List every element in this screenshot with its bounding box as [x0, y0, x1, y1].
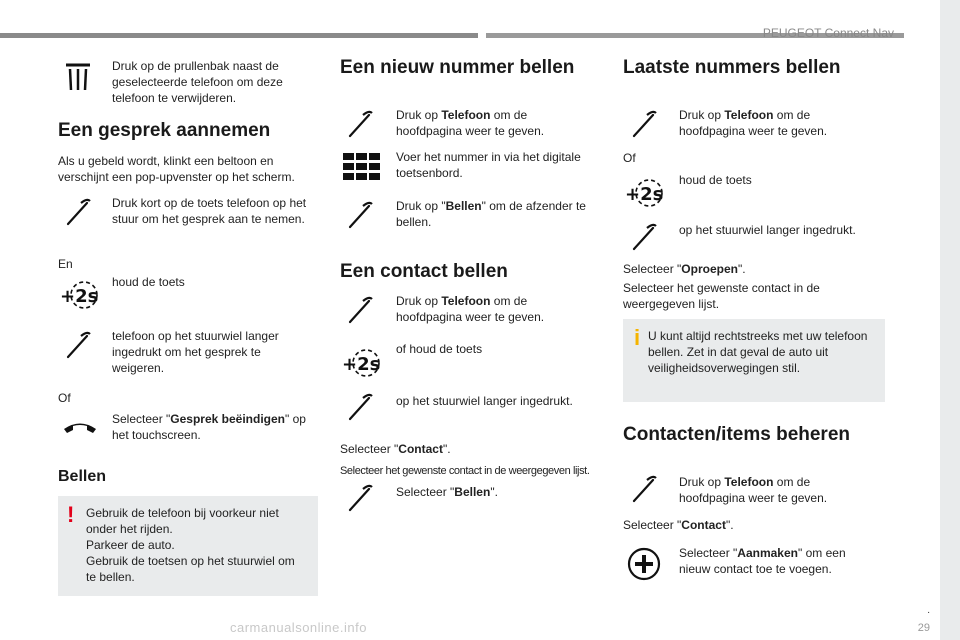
label-of: Of	[58, 391, 71, 405]
end-call-text: Selecteer "Gesprek beëindigen" op het touchscreen.	[112, 412, 306, 442]
heading-recent-numbers: Laatste nummers bellen	[623, 57, 841, 78]
hold-2s-icon	[58, 278, 100, 312]
heading-answer-call: Een gesprek aannemen	[58, 120, 271, 141]
select-oproepen-text: Selecteer "Oproepen".	[623, 262, 746, 276]
answer-intro: Als u gebeld wordt, klinkt een beltoon en verschijnt een pop-upvenster op het scherm.	[58, 154, 295, 184]
add-circle-icon	[627, 547, 661, 581]
recent-hold-long: op het stuurwiel langer ingedrukt.	[679, 223, 856, 237]
warning-note	[58, 496, 318, 596]
tap-gesture-icon	[342, 481, 378, 517]
warning-line-2: Parkeer de auto.	[86, 538, 175, 552]
aanmaken-text: Selecteer "Aanmaken" om een nieuw contact toe te voegen.	[679, 546, 846, 576]
keypad-icon	[342, 151, 382, 183]
svg-text:+2s: +2s	[60, 286, 99, 307]
or-hold-text: of houd de toets	[396, 342, 483, 356]
trash-icon	[60, 58, 96, 94]
tap-gesture-icon	[626, 472, 662, 508]
recent-hold-key: houd de toets	[679, 173, 752, 187]
page-number: 29	[917, 622, 930, 634]
hold-2s-icon	[623, 176, 665, 210]
info-text: U kunt altijd rechtstreeks met uw telefoon bellen. Zet in dat geval de auto uit veiligheidsoverwegingen stil.	[648, 329, 868, 375]
manage-step1: Druk op Telefoon om de hoofdpagina weer te geven.	[679, 475, 828, 505]
select-contact-text: Selecteer "Contact".	[340, 442, 451, 456]
tap-gesture-icon	[342, 390, 378, 426]
side-strip	[940, 0, 960, 640]
select-contact-manage: Selecteer "Contact".	[623, 518, 734, 532]
tap-gesture-icon	[60, 195, 96, 231]
heading-new-number: Een nieuw nummer bellen	[340, 57, 575, 78]
heading-call-contact: Een contact bellen	[340, 261, 508, 282]
tap-gesture-icon	[342, 198, 378, 234]
select-desired-text: Selecteer het gewenste contact in de weergegeven lijst.	[340, 465, 590, 477]
recent-step1: Druk op Telefoon om de hoofdpagina weer te geven.	[679, 108, 828, 138]
warning-line-3: Gebruik de toetsen op het stuurwiel om te bellen.	[86, 554, 295, 584]
heading-calling: Bellen	[58, 468, 107, 485]
heading-manage-contacts: Contacten/items beheren	[623, 424, 850, 445]
header-brand: PEUGEOT Connect Nav	[762, 26, 894, 40]
call-sender-text: Druk op "Bellen" om de afzender te bellen.	[396, 199, 586, 229]
keypad-text: Voer het nummer in via het digitale toetsenbord.	[396, 150, 581, 180]
contact-step1: Druk op Telefoon om de hoofdpagina weer te geven.	[396, 294, 545, 324]
recent-label-of: Of	[623, 151, 636, 165]
hold-long-text: op het stuurwiel langer ingedrukt.	[396, 394, 573, 408]
watermark: carmanualsonline.info	[230, 620, 367, 635]
svg-text:+2s: +2s	[342, 354, 381, 375]
label-en: En	[58, 257, 73, 271]
select-bellen-text: Selecteer "Bellen".	[396, 485, 498, 499]
tap-gesture-icon	[626, 220, 662, 256]
new-step1: Druk op Telefoon om de hoofdpagina weer te geven.	[396, 108, 545, 138]
end-call-label: Gesprek beëindigen	[170, 412, 285, 426]
info-note	[623, 319, 885, 402]
hang-up-icon	[60, 414, 100, 438]
info-icon: i	[634, 325, 641, 350]
recent-select-desired: Selecteer het gewenste contact in de weergegeven lijst.	[623, 281, 820, 311]
tap-gesture-icon	[342, 107, 378, 143]
reject-text: telefoon op het stuurwiel langer ingedrukt om het gesprek te weigeren.	[112, 329, 279, 375]
trash-instruction: Druk op de prullenbak naast de geselecteerde telefoon om deze telefoon te verwijderen.	[112, 59, 283, 105]
tap-gesture-icon	[60, 328, 96, 364]
tap-gesture-icon	[626, 107, 662, 143]
hold-2s-icon	[340, 346, 382, 380]
warning-icon: !	[67, 502, 75, 527]
answer-step: Druk kort op de toets telefoon op het stuur om het gesprek aan te nemen.	[112, 196, 307, 226]
header-rule-left	[0, 33, 478, 38]
hold-key-text: houd de toets	[112, 275, 185, 289]
tap-gesture-icon	[342, 293, 378, 329]
svg-text:+2s: +2s	[625, 184, 664, 205]
warning-line-1: Gebruik de telefoon bij voorkeur niet onder het rijden.	[86, 506, 279, 536]
page-marker: .	[927, 605, 930, 616]
